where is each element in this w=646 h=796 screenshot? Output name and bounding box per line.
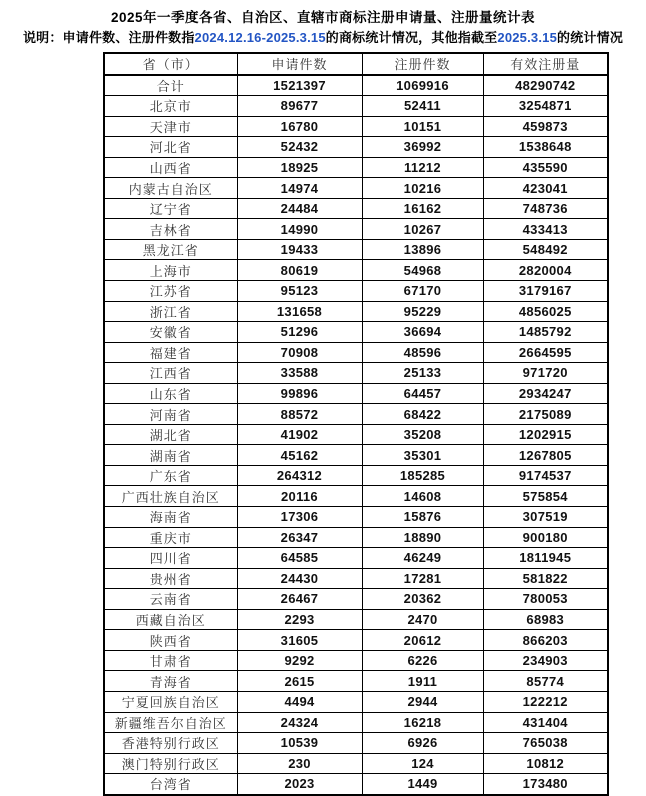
province-cell: 甘肃省 — [104, 650, 237, 671]
table-row — [104, 96, 608, 117]
province-cell: 湖北省 — [104, 424, 237, 445]
province-cell: 浙江省 — [104, 301, 237, 322]
valid-registrations-cell: 1485792 — [483, 322, 608, 343]
page-title: 2025年一季度各省、自治区、直辖市商标注册申请量、注册量统计表 — [110, 10, 536, 25]
table-row — [104, 363, 608, 384]
valid-registrations-cell: 548492 — [483, 239, 608, 260]
province-cell: 山东省 — [104, 383, 237, 404]
table-row — [104, 630, 608, 651]
registrations-cell: 67170 — [362, 281, 483, 302]
valid-registrations-cell: 307519 — [483, 507, 608, 528]
applications-cell: 230 — [237, 753, 362, 774]
registrations-cell: 10151 — [362, 116, 483, 137]
province-cell: 云南省 — [104, 589, 237, 610]
applications-cell: 2615 — [237, 671, 362, 692]
valid-registrations-cell: 85774 — [483, 671, 608, 692]
note-prefix: 说明：申请件数、注册件数指 — [22, 30, 195, 45]
province-cell: 湖南省 — [104, 445, 237, 466]
header-row — [104, 53, 608, 75]
table-row — [104, 548, 608, 569]
applications-cell: 26467 — [237, 589, 362, 610]
applications-cell: 17306 — [237, 507, 362, 528]
valid-registrations-cell: 2820004 — [483, 260, 608, 281]
stats-table-body — [104, 75, 608, 795]
valid-registrations-cell: 423041 — [483, 178, 608, 199]
applications-cell: 14974 — [237, 178, 362, 199]
valid-registrations-cell: 900180 — [483, 527, 608, 548]
stats-table — [103, 52, 609, 796]
valid-registrations-cell: 1202915 — [483, 424, 608, 445]
province-cell: 四川省 — [104, 548, 237, 569]
valid-registrations-cell: 3179167 — [483, 281, 608, 302]
registrations-cell: 2944 — [362, 691, 483, 712]
province-cell: 广西壮族自治区 — [104, 486, 237, 507]
registrations-cell: 1449 — [362, 774, 483, 795]
registrations-cell: 20362 — [362, 589, 483, 610]
column-header-province: 省（市） — [104, 53, 237, 75]
province-cell: 香港特别行政区 — [104, 733, 237, 754]
table-row — [104, 671, 608, 692]
registrations-cell: 54968 — [362, 260, 483, 281]
registrations-cell: 20612 — [362, 630, 483, 651]
table-row — [104, 650, 608, 671]
table-row — [104, 178, 608, 199]
registrations-cell: 124 — [362, 753, 483, 774]
province-cell: 天津市 — [104, 116, 237, 137]
province-cell: 青海省 — [104, 671, 237, 692]
applications-cell: 89677 — [237, 96, 362, 117]
valid-registrations-cell: 431404 — [483, 712, 608, 733]
registrations-cell: 16162 — [362, 198, 483, 219]
registrations-cell: 95229 — [362, 301, 483, 322]
table-row — [104, 527, 608, 548]
province-cell: 上海市 — [104, 260, 237, 281]
valid-registrations-cell: 48290742 — [483, 75, 608, 96]
valid-registrations-cell: 3254871 — [483, 96, 608, 117]
valid-registrations-cell: 173480 — [483, 774, 608, 795]
valid-registrations-cell: 780053 — [483, 589, 608, 610]
table-row — [104, 116, 608, 137]
registrations-cell: 64457 — [362, 383, 483, 404]
registrations-cell: 10216 — [362, 178, 483, 199]
applications-cell: 64585 — [237, 548, 362, 569]
applications-cell: 51296 — [237, 322, 362, 343]
applications-cell: 1521397 — [237, 75, 362, 96]
province-cell: 澳门特别行政区 — [104, 753, 237, 774]
province-cell: 台湾省 — [104, 774, 237, 795]
applications-cell: 33588 — [237, 363, 362, 384]
province-cell: 吉林省 — [104, 219, 237, 240]
applications-cell: 80619 — [237, 260, 362, 281]
valid-registrations-cell: 765038 — [483, 733, 608, 754]
table-row — [104, 486, 608, 507]
table-row — [104, 157, 608, 178]
applications-cell: 31605 — [237, 630, 362, 651]
table-row — [104, 75, 608, 96]
valid-registrations-cell: 2664595 — [483, 342, 608, 363]
registrations-cell: 35208 — [362, 424, 483, 445]
valid-registrations-cell: 1811945 — [483, 548, 608, 569]
province-cell: 宁夏回族自治区 — [104, 691, 237, 712]
applications-cell: 88572 — [237, 404, 362, 425]
note-suffix: 的统计情况 — [557, 30, 624, 45]
table-row — [104, 342, 608, 363]
province-cell: 西藏自治区 — [104, 609, 237, 630]
applications-cell: 16780 — [237, 116, 362, 137]
applications-cell: 14990 — [237, 219, 362, 240]
table-row — [104, 198, 608, 219]
registrations-cell: 15876 — [362, 507, 483, 528]
registrations-cell: 10267 — [362, 219, 483, 240]
table-row — [104, 733, 608, 754]
table-row — [104, 774, 608, 795]
valid-registrations-cell: 2934247 — [483, 383, 608, 404]
note-middle: 的商标统计情况，其他指截至 — [325, 30, 498, 45]
applications-cell: 9292 — [237, 650, 362, 671]
table-row — [104, 239, 608, 260]
table-row — [104, 260, 608, 281]
table-row — [104, 691, 608, 712]
table-row — [104, 609, 608, 630]
province-cell: 合计 — [104, 75, 237, 96]
applications-cell: 20116 — [237, 486, 362, 507]
applications-cell: 2023 — [237, 774, 362, 795]
registrations-cell: 46249 — [362, 548, 483, 569]
valid-registrations-cell: 234903 — [483, 650, 608, 671]
registrations-cell: 18890 — [362, 527, 483, 548]
table-row — [104, 383, 608, 404]
table-row — [104, 712, 608, 733]
valid-registrations-cell: 435590 — [483, 157, 608, 178]
table-row — [104, 281, 608, 302]
province-cell: 新疆维吾尔自治区 — [104, 712, 237, 733]
registrations-cell: 48596 — [362, 342, 483, 363]
table-row — [104, 568, 608, 589]
applications-cell: 131658 — [237, 301, 362, 322]
registrations-cell: 68422 — [362, 404, 483, 425]
applications-cell: 24324 — [237, 712, 362, 733]
note-line — [0, 27, 646, 46]
province-cell: 江苏省 — [104, 281, 237, 302]
registrations-cell: 185285 — [362, 465, 483, 486]
registrations-cell: 11212 — [362, 157, 483, 178]
applications-cell: 4494 — [237, 691, 362, 712]
province-cell: 广东省 — [104, 465, 237, 486]
applications-cell: 52432 — [237, 137, 362, 158]
table-row — [104, 753, 608, 774]
applications-cell: 95123 — [237, 281, 362, 302]
registrations-cell: 16218 — [362, 712, 483, 733]
valid-registrations-cell: 433413 — [483, 219, 608, 240]
registrations-cell: 36992 — [362, 137, 483, 158]
province-cell: 山西省 — [104, 157, 237, 178]
applications-cell: 24430 — [237, 568, 362, 589]
applications-cell: 99896 — [237, 383, 362, 404]
registrations-cell: 6926 — [362, 733, 483, 754]
valid-registrations-cell: 575854 — [483, 486, 608, 507]
province-cell: 北京市 — [104, 96, 237, 117]
valid-registrations-cell: 4856025 — [483, 301, 608, 322]
table-row — [104, 465, 608, 486]
valid-registrations-cell: 866203 — [483, 630, 608, 651]
applications-cell: 70908 — [237, 342, 362, 363]
registrations-cell: 35301 — [362, 445, 483, 466]
table-row — [104, 589, 608, 610]
registrations-cell: 1911 — [362, 671, 483, 692]
column-header-applications: 申请件数 — [237, 53, 362, 75]
table-row — [104, 219, 608, 240]
province-cell: 河北省 — [104, 137, 237, 158]
column-header-valid-registrations: 有效注册量 — [483, 53, 608, 75]
note-date-end: 2025.3.15 — [497, 30, 558, 45]
valid-registrations-cell: 122212 — [483, 691, 608, 712]
province-cell: 福建省 — [104, 342, 237, 363]
province-cell: 辽宁省 — [104, 198, 237, 219]
applications-cell: 41902 — [237, 424, 362, 445]
registrations-cell: 2470 — [362, 609, 483, 630]
table-row — [104, 137, 608, 158]
registrations-cell: 14608 — [362, 486, 483, 507]
table-row — [104, 424, 608, 445]
valid-registrations-cell: 2175089 — [483, 404, 608, 425]
registrations-cell: 36694 — [362, 322, 483, 343]
valid-registrations-cell: 68983 — [483, 609, 608, 630]
province-cell: 重庆市 — [104, 527, 237, 548]
table-row — [104, 507, 608, 528]
applications-cell: 2293 — [237, 609, 362, 630]
column-header-registrations: 注册件数 — [362, 53, 483, 75]
province-cell: 陕西省 — [104, 630, 237, 651]
registrations-cell: 13896 — [362, 239, 483, 260]
province-cell: 河南省 — [104, 404, 237, 425]
table-row — [104, 445, 608, 466]
valid-registrations-cell: 10812 — [483, 753, 608, 774]
province-cell: 贵州省 — [104, 568, 237, 589]
applications-cell: 19433 — [237, 239, 362, 260]
valid-registrations-cell: 1538648 — [483, 137, 608, 158]
applications-cell: 18925 — [237, 157, 362, 178]
applications-cell: 26347 — [237, 527, 362, 548]
valid-registrations-cell: 9174537 — [483, 465, 608, 486]
registrations-cell: 1069916 — [362, 75, 483, 96]
applications-cell: 264312 — [237, 465, 362, 486]
valid-registrations-cell: 581822 — [483, 568, 608, 589]
valid-registrations-cell: 748736 — [483, 198, 608, 219]
registrations-cell: 17281 — [362, 568, 483, 589]
table-row — [104, 404, 608, 425]
province-cell: 江西省 — [104, 363, 237, 384]
province-cell: 黑龙江省 — [104, 239, 237, 260]
province-cell: 海南省 — [104, 507, 237, 528]
applications-cell: 10539 — [237, 733, 362, 754]
table-row — [104, 301, 608, 322]
registrations-cell: 6226 — [362, 650, 483, 671]
applications-cell: 45162 — [237, 445, 362, 466]
applications-cell: 24484 — [237, 198, 362, 219]
valid-registrations-cell: 1267805 — [483, 445, 608, 466]
province-cell: 安徽省 — [104, 322, 237, 343]
registrations-cell: 25133 — [362, 363, 483, 384]
valid-registrations-cell: 459873 — [483, 116, 608, 137]
valid-registrations-cell: 971720 — [483, 363, 608, 384]
table-row — [104, 322, 608, 343]
registrations-cell: 52411 — [362, 96, 483, 117]
province-cell: 内蒙古自治区 — [104, 178, 237, 199]
note-date-range: 2024.12.16-2025.3.15 — [194, 30, 326, 45]
